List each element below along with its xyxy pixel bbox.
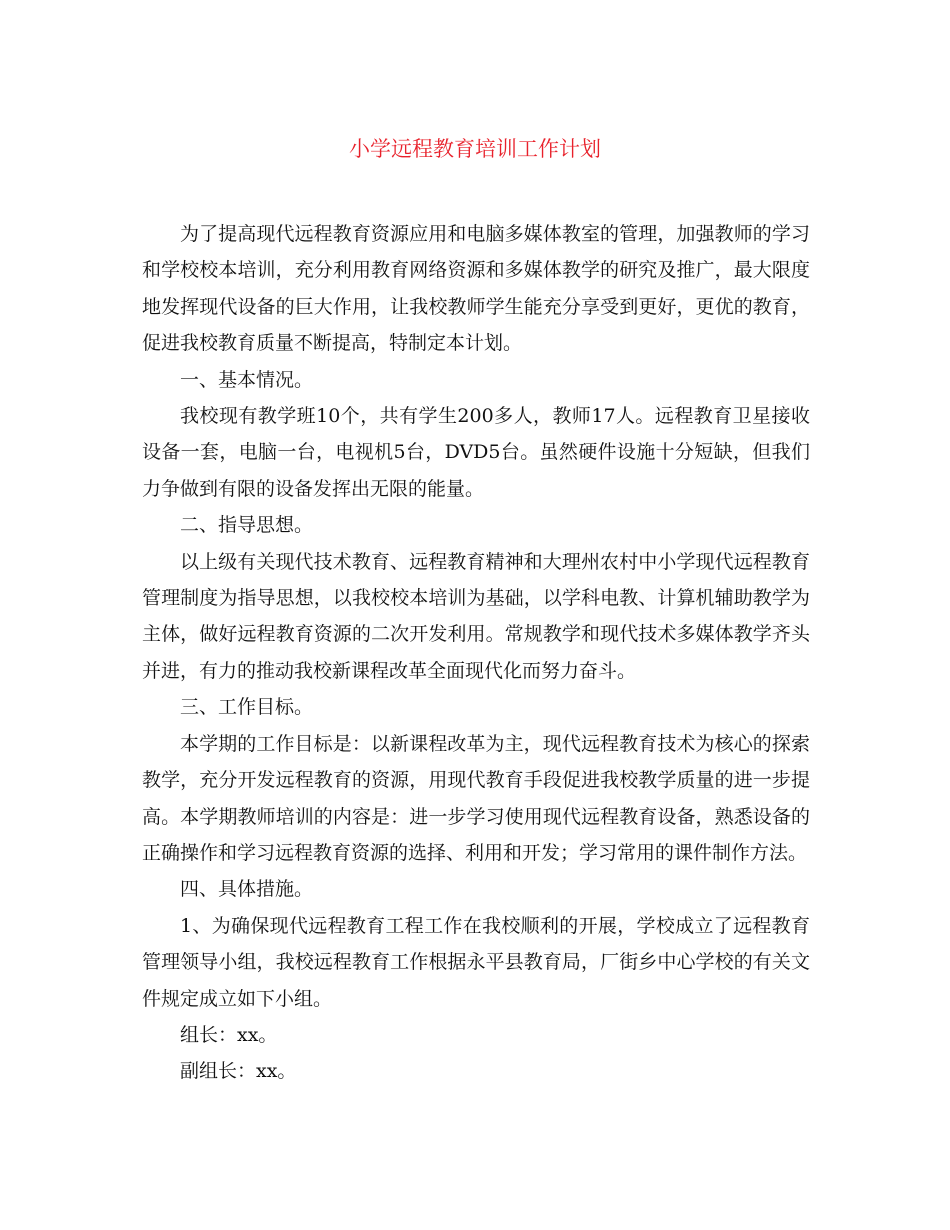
section-heading-basic-situation: 一、基本情况。 [180,368,314,391]
section-heading-guiding-ideology: 二、指导思想。 [180,514,314,537]
guiding-ideology-paragraph: 以上级有关现代技术教育、远程教育精神和大理州农村中小学现代远程教育管理制度为指导思想，以我校校本培训为基础，以学科电教、计算机辅助教学为主体，做好远程教育资源的二次开发利用。常规教学和现代技术多媒体教学齐头并进，有力的推动我校新课程改革全面现代化而努力奋斗。 [142,550,810,682]
work-goals-paragraph: 本学期的工作目标是：以新课程改革为主，现代远程教育技术为核心的探索教学，充分开发远程教育的资源，用现代教育手段促进我校教学质量的进一步提高。本学期教师培训的内容是：进一步学习使用现代远程教育设备，熟悉设备的正确操作和学习远程教育资源的选择、利用和开发；学习常用的课件制作方法。 [142,732,810,864]
group-leader-line: 组长：xx。 [180,1023,278,1046]
document-title: 小学远程教育培训工作计划 [349,137,601,161]
section-heading-measures: 四、具体措施。 [180,878,314,901]
section-heading-work-goals: 三、工作目标。 [180,696,314,719]
document-body [142,216,810,1090]
intro-paragraph: 为了提高现代远程教育资源应用和电脑多媒体教室的管理，加强教师的学习和学校校本培训，充分利用教育网络资源和多媒体教学的研究及推广，最大限度地发挥现代设备的巨大作用，让我校教师学生能充分享受到更好，更优的教育，促进我校教育质量不断提高，特制定本计划。 [142,223,810,355]
basic-situation-paragraph: 我校现有教学班10个，共有学生200多人，教师17人。远程教育卫星接收设备一套，电脑一台，电视机5台，DVD5台。虽然硬件设施十分短缺，但我们力争做到有限的设备发挥出无限的能量。 [142,405,810,500]
deputy-group-leader-line: 副组长：xx。 [180,1060,297,1083]
measures-paragraph-1: 1、为确保现代远程教育工程工作在我校顺利的开展，学校成立了远程教育管理领导小组，我校远程教育工作根据永平县教育局，厂街乡中心学校的有关文件规定成立如下小组。 [142,914,810,1010]
